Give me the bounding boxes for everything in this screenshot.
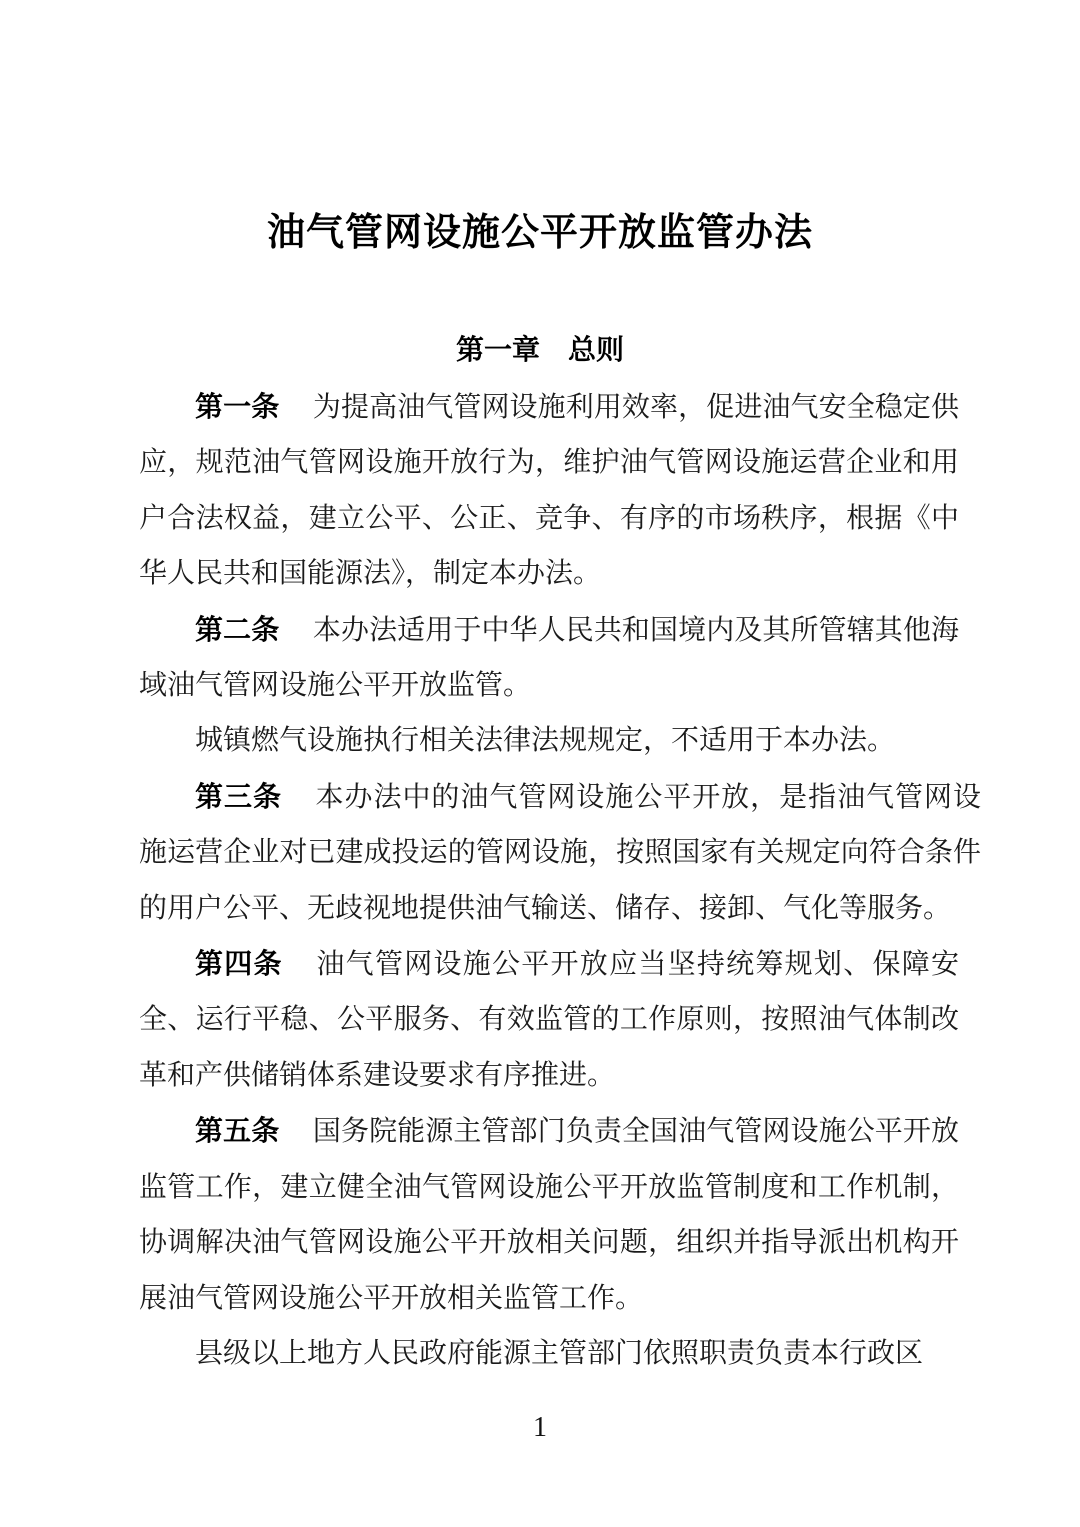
chapter-title: 总则 — [568, 334, 625, 365]
page-number: 1 — [533, 1412, 547, 1443]
article-2-label: 第二条 — [195, 613, 280, 645]
document-title: 油气管网设施公平开放监管办法 — [266, 212, 813, 254]
article-2-text: 本办法适用于中华人民共和国境内及其所管辖其他海域油气管网设施公平开放监管。 — [139, 614, 959, 702]
page-footer — [0, 1408, 1080, 1448]
article-3-text: 本办法中的油气管网设施公平开放，是指油气管网设施运营企业对已建成投运的管网设施，按照国家有关规定向符合条件的用户公平、无歧视地提供油气输送、储存、接卸、气化等服务。 — [139, 781, 981, 924]
article-1-label: 第一条 — [195, 391, 280, 422]
article-2-subparagraph — [139, 713, 959, 768]
article-2-paragraph — [139, 602, 959, 714]
article-1-paragraph — [139, 379, 959, 602]
article-2-subparagraph-text: 城镇燃气设施执行相关法律法规规定，不适用于本办法。 — [195, 725, 896, 757]
article-5-subparagraph — [139, 1326, 959, 1381]
article-4-paragraph — [139, 936, 959, 1103]
document-body — [139, 379, 981, 1381]
article-3-label: 第三条 — [195, 780, 282, 812]
article-4-label: 第四条 — [195, 948, 283, 980]
article-4-text: 油气管网设施公平开放应当坚持统筹规划、保障安全、运行平稳、公平服务、有效监管的工作原则，按照油气体制改革和产供储销体系建设要求有序推进。 — [139, 949, 959, 1091]
article-5-subparagraph-text: 县级以上地方人民政府能源主管部门依照职责负责本行政区 — [195, 1337, 924, 1369]
chapter-heading — [0, 328, 1080, 372]
chapter-number: 第一章 — [455, 334, 540, 365]
article-5-label: 第五条 — [195, 1115, 280, 1147]
article-1-text: 为提高油气管网设施利用效率，促进油气安全稳定供应，规范油气管网设施开放行为，维护油气管网设施运营企业和用户合法权益，建立公平、公正、竞争、有序的市场秩序，根据《中华人民共和国能源法》，制定本办法。 — [139, 392, 959, 590]
article-3-paragraph — [139, 769, 981, 936]
article-5-text: 国务院能源主管部门负责全国油气管网设施公平开放监管工作，建立健全油气管网设施公平开放监管制度和工作机制，协调解决油气管网设施公平开放相关问题，组织并指导派出机构开展油气管网设施公平开放相关监管工作。 — [139, 1116, 959, 1314]
article-5-paragraph — [139, 1103, 959, 1326]
